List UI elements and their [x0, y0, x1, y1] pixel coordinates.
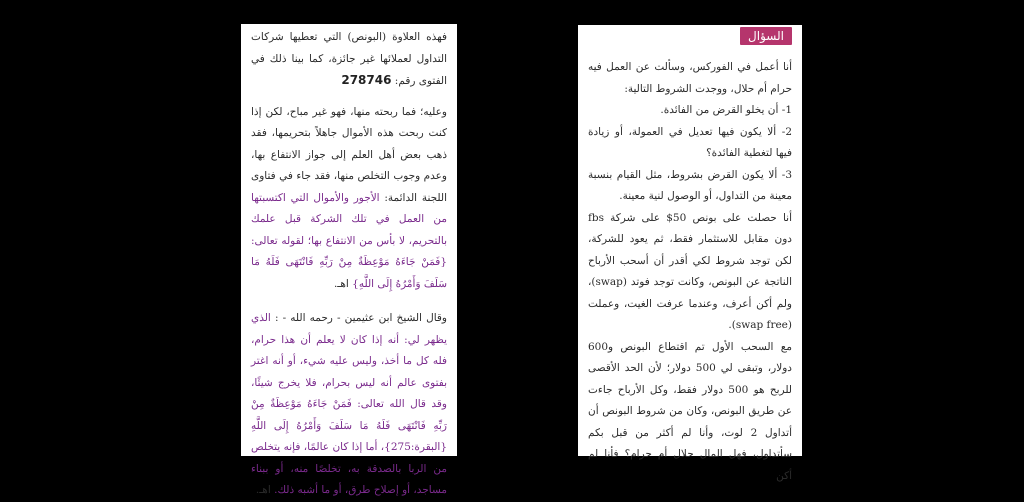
answer-text: فهذه العلاوة (البونص) التي تعطيها شركات التداول لعملائها غير جائزة، كما بينا ذلك في الفتوى رقم:: [251, 31, 447, 87]
answer-text: وقال الشيخ ابن عثيمين - رحمه الله - :: [270, 312, 447, 324]
answer-paragraph-1: [251, 27, 447, 93]
question-bonus-paragraph: أنا حصلت على بونص 50$ على شركة fbs دون مقابل للاستثمار فقط، ثم يعود للشركة، لكن توجد شروط لكي أقدر أن أسحب الأرباح الناتجة عن البونص، وكانت توجد فوتد (swap)، ولم أكن أعرف، وعندما عرفت الغيت، وعملت (swap free).: [588, 211, 793, 331]
question-withdraw-paragraph: مع السحب الأول تم اقتطاع البونص و600 دولار، وتبقى لي 500 دولار؛ لأن الحد الأقصى للربح هو 500 دولار فقط، وكل الأرباح جاءت عن طريق البونص، وكان من شروط البونص أن أتداول 2 لوت، وأنا لم أكثر من قبل بكم سأتداول، فهل المال حلال أم حرام؟ فأنا لم أكن: [588, 340, 792, 482]
answer-text-end: اهـ.: [255, 484, 271, 496]
condition-item: 2- ألا يكون فيها تعديل في العمولة، أو زيادة فيها لتغطية الفائدة؟: [588, 125, 792, 159]
answer-page: [241, 24, 457, 496]
condition-item: 3- ألا يكون القرض بشروط، مثل القيام بنسبة معينة من التداول، أو الوصول لنية معينة.: [588, 168, 792, 202]
question-header: [588, 25, 792, 57]
fatwa-number[interactable]: 278746: [341, 73, 392, 87]
answer-text: وعليه؛ فما ربحته منها، فهو غير مباح، لكن إذا كنت ربحت هذه الأموال جاهلاً بتحريمها، فقد ذهب بعض أهل العلم إلى جواز الانتفاع بها، وعدم وجوب التخلص منها، فقد جاء في فتاوى اللجنة الدائمة:: [251, 105, 447, 204]
question-page: [578, 25, 802, 482]
permanent-committee-quote: الأجور والأموال التي اكتسبتها من العمل في تلك الشركة قبل علمك بالتحريم، لا بأس من الانتفاع بها؛ لقوله تعالى: {فَمَنْ جَاءَهُ مَوْعِظَةٌ مِنْ رَبِّهِ فَانْتَهَى فَلَهُ مَا سَلَفَ وَأَمْرُهُ إِلَى اللَّهِ}: [251, 191, 447, 290]
answer-text-end: اهـ.: [333, 277, 353, 290]
question-badge: السؤال: [740, 27, 792, 45]
question-intro: أنا أعمل في الفوركس، وسألت عن العمل فيه حرام أم حلال، ووجدت الشروط التالية:: [588, 61, 792, 95]
answer-paragraph-2: [251, 102, 447, 296]
condition-item: 1- أن يخلو القرض من الفائدة.: [660, 104, 792, 116]
answer-paragraph-3: [251, 308, 447, 502]
ibn-uthaymeen-quote: الذي يظهر لي: أنه إذا كان لا يعلم أن هذا حرام، فله كل ما أخذ، وليس عليه شيء، أو أنه اغتر بفتوى عالم أنه ليس بحرام، فلا يخرج شيئًا، وقد قال الله تعالى: فَمَنْ جَاءَهُ مَوْعِظَةٌ مِنْ رَبِّهِ فَانْتَهَى فَلَهُ مَا سَلَفَ وَأَمْرُهُ إِلَى اللَّهِ {البقرة:275}، أما إذا كان عالمًا، فإنه يتخلص من الربا بالصدقة به، تخلصًا منه، أو ببناء مساجد، أو إصلاح طرق، أو ما أشبه ذلك.: [251, 312, 447, 496]
